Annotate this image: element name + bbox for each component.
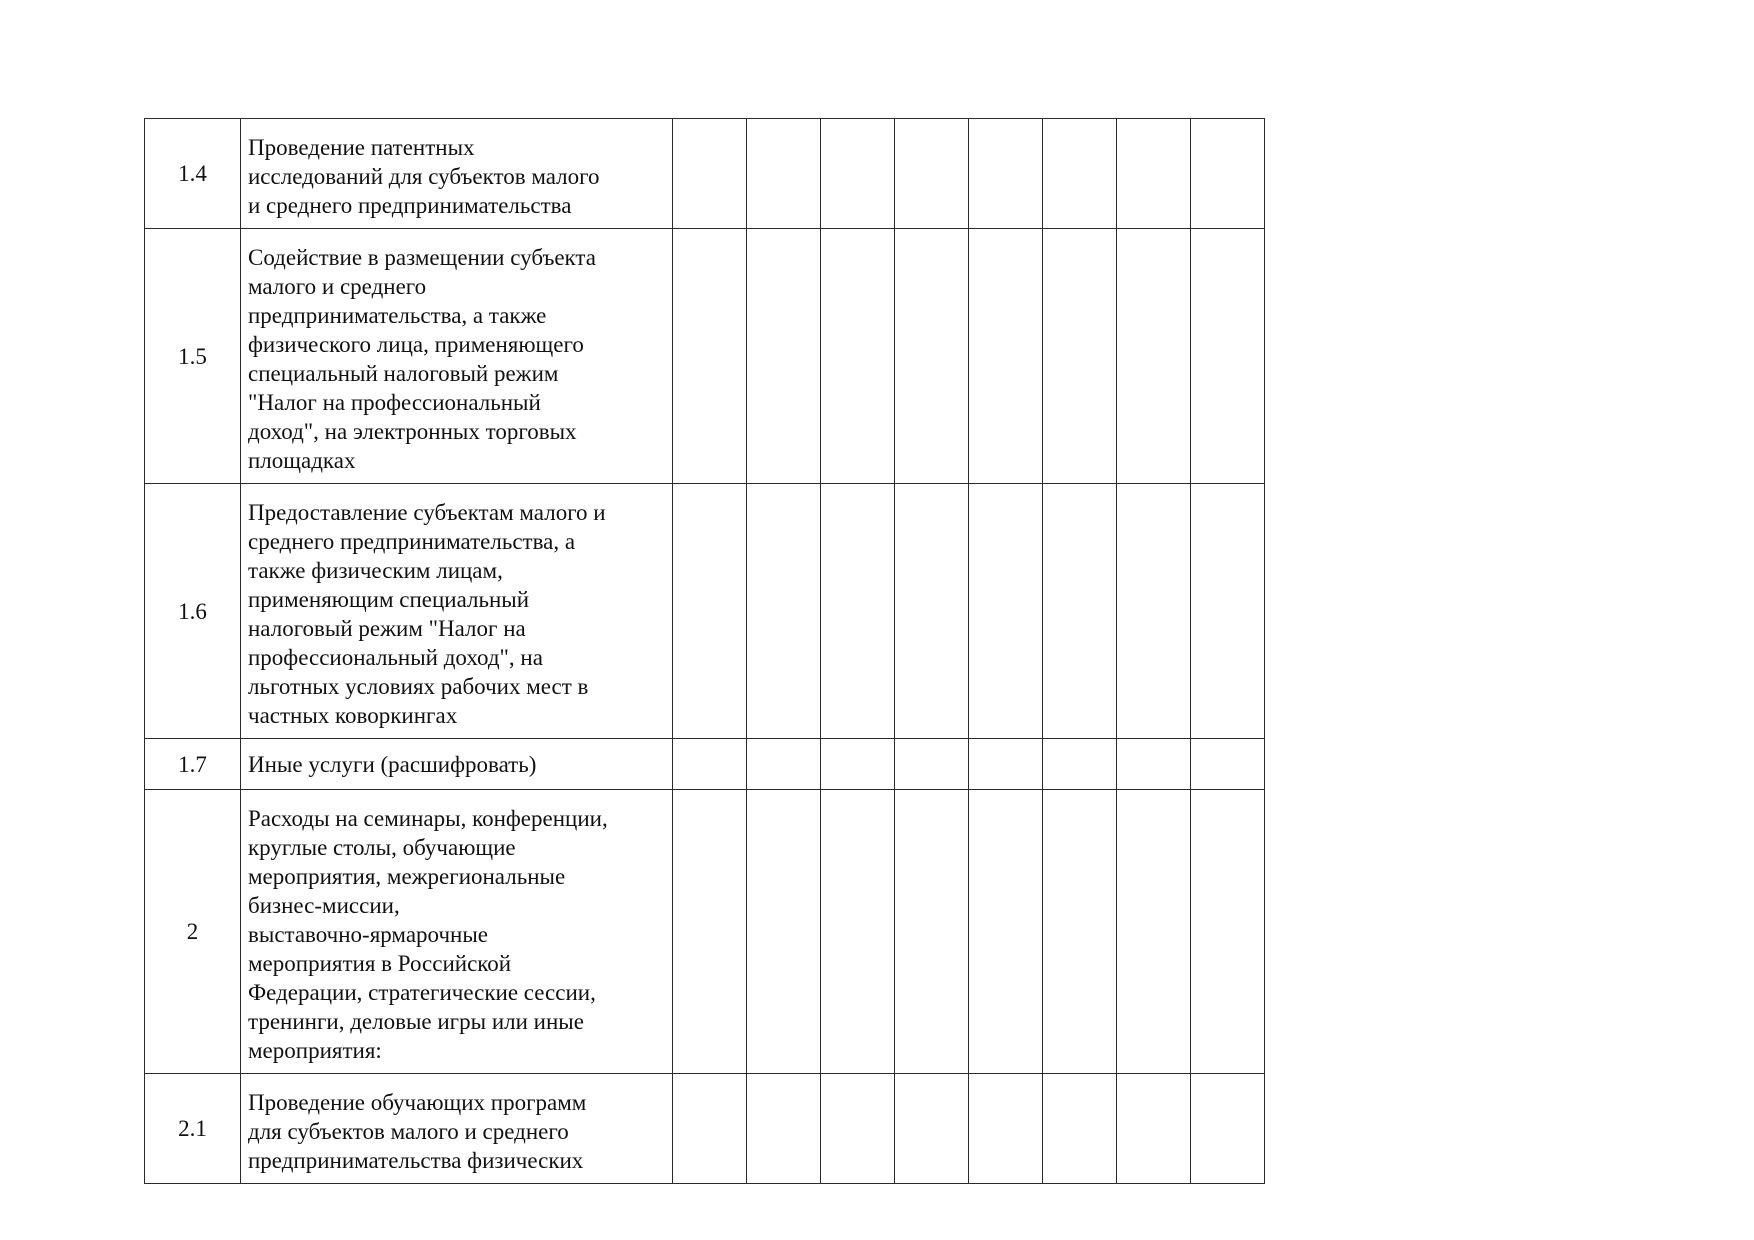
row-number: 2.1 [145, 1074, 241, 1184]
row-number: 2 [145, 790, 241, 1074]
empty-cell [895, 119, 969, 229]
table-row [145, 484, 1265, 739]
empty-cell [821, 790, 895, 1074]
empty-cell [747, 739, 821, 790]
empty-cell [1191, 1074, 1265, 1184]
empty-cell [1043, 229, 1117, 484]
empty-cell [969, 1074, 1043, 1184]
empty-cell [821, 119, 895, 229]
empty-cell [1191, 229, 1265, 484]
empty-cell [969, 790, 1043, 1074]
empty-cell [1117, 739, 1191, 790]
row-number: 1.6 [145, 484, 241, 739]
empty-cell [1043, 739, 1117, 790]
empty-cell [673, 739, 747, 790]
empty-cell [1117, 119, 1191, 229]
empty-cell [1191, 484, 1265, 739]
empty-cell [821, 229, 895, 484]
row-description: Проведение патентных исследований для субъектов малого и среднего предпринимательства [241, 119, 673, 229]
empty-cell [821, 739, 895, 790]
empty-cell [747, 229, 821, 484]
empty-cell [673, 229, 747, 484]
empty-cell [895, 1074, 969, 1184]
row-description: Предоставление субъектам малого и среднего предпринимательства, а также физическим лицам, применяющим специальный налоговый режим "Налог на профессиональный доход", на льготных условиях рабочих мест в частных коворкингах [241, 484, 673, 739]
empty-cell [895, 484, 969, 739]
empty-cell [1043, 484, 1117, 739]
services-table [144, 118, 1265, 1184]
row-description: Проведение обучающих программ для субъектов малого и среднего предпринимательства физических [241, 1074, 673, 1184]
empty-cell [821, 484, 895, 739]
empty-cell [895, 739, 969, 790]
empty-cell [673, 484, 747, 739]
empty-cell [969, 229, 1043, 484]
empty-cell [747, 484, 821, 739]
empty-cell [895, 790, 969, 1074]
empty-cell [1117, 484, 1191, 739]
table-row [145, 790, 1265, 1074]
empty-cell [1117, 229, 1191, 484]
empty-cell [673, 1074, 747, 1184]
empty-cell [1043, 1074, 1117, 1184]
empty-cell [969, 484, 1043, 739]
empty-cell [969, 739, 1043, 790]
row-description: Иные услуги (расшифровать) [241, 739, 673, 790]
row-description: Расходы на семинары, конференции, круглые столы, обучающие мероприятия, межрегиональные бизнес-миссии, выставочно-ярмарочные мероприятия в Российской Федерации, стратегические сессии, тренинги, деловые игры или иные мероприятия: [241, 790, 673, 1074]
table-row [145, 1074, 1265, 1184]
empty-cell [747, 1074, 821, 1184]
row-number: 1.4 [145, 119, 241, 229]
empty-cell [895, 229, 969, 484]
empty-cell [1191, 119, 1265, 229]
empty-cell [1191, 739, 1265, 790]
empty-cell [821, 1074, 895, 1184]
empty-cell [969, 119, 1043, 229]
row-number: 1.7 [145, 739, 241, 790]
table-row [145, 229, 1265, 484]
empty-cell [673, 790, 747, 1074]
empty-cell [1043, 119, 1117, 229]
table-row [145, 739, 1265, 790]
row-description: Содействие в размещении субъекта малого и среднего предпринимательства, а также физического лица, применяющего специальный налоговый режим "Налог на профессиональный доход", на электронных торговых площадках [241, 229, 673, 484]
empty-cell [1043, 790, 1117, 1074]
empty-cell [673, 119, 747, 229]
empty-cell [1191, 790, 1265, 1074]
table-row [145, 119, 1265, 229]
empty-cell [1117, 1074, 1191, 1184]
empty-cell [747, 790, 821, 1074]
row-number: 1.5 [145, 229, 241, 484]
empty-cell [1117, 790, 1191, 1074]
empty-cell [747, 119, 821, 229]
